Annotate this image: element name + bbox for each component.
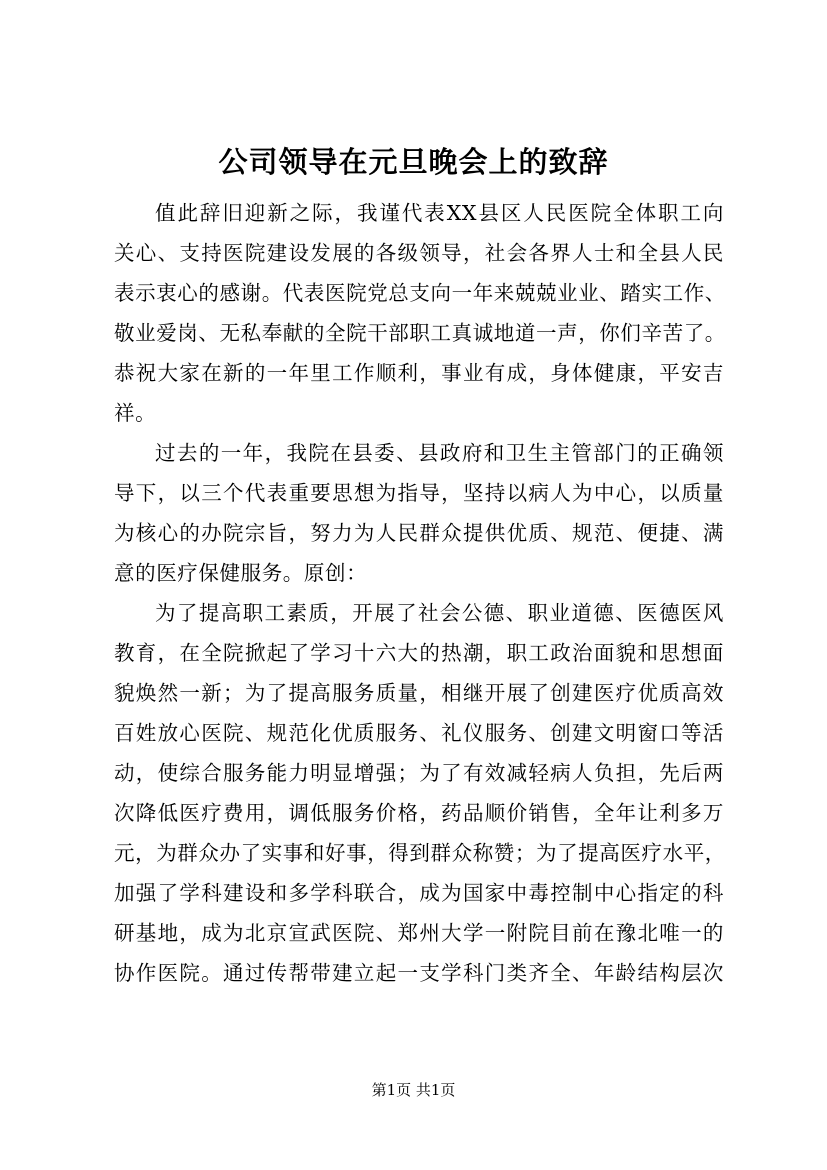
paragraph (114, 193, 724, 433)
text-line: 加强了学科建设和多学科联合，成为国家中毒控制中心指定的科 (114, 881, 724, 905)
text-line: 貌焕然一新；为了提高服务质量，相继开展了创建医疗优质高效 (114, 681, 724, 705)
document-title: 公司领导在元旦晚会上的致辞 (218, 145, 609, 179)
text-line: 值此辞旧迎新之际，我谨代表XX县区人民医院全体职工向 (155, 201, 724, 225)
text-line: 导下，以三个代表重要思想为指导，坚持以病人为中心，以质量 (114, 481, 724, 505)
text-line: 过去的一年，我院在县委、县政府和卫生主管部门的正确领 (155, 441, 724, 465)
text-line: 意的医疗保健服务。原创： (114, 561, 368, 585)
paragraph (114, 593, 724, 993)
text-line: 关心、支持医院建设发展的各级领导，社会各界人士和全县人民 (114, 241, 724, 265)
text-line: 祥。 (114, 401, 157, 425)
paragraph (114, 433, 724, 593)
text-line: 敬业爱岗、无私奉献的全院干部职工真诚地道一声，你们辛苦了。 (114, 321, 726, 345)
page-number-footer: 第1页 共1页 (371, 1081, 456, 1099)
text-line: 动，使综合服务能力明显增强；为了有效减轻病人负担，先后两 (114, 761, 724, 785)
text-line: 教育，在全院掀起了学习十六大的热潮，职工政治面貌和思想面 (114, 641, 724, 665)
text-line: 表示衷心的感谢。代表医院党总支向一年来兢兢业业、踏实工作、 (114, 281, 726, 305)
document-body (114, 193, 724, 993)
text-line: 为核心的办院宗旨，努力为人民群众提供优质、规范、便捷、满 (114, 521, 724, 545)
text-line: 百姓放心医院、规范化优质服务、礼仪服务、创建文明窗口等活 (114, 721, 724, 745)
text-line: 协作医院。通过传帮带建立起一支学科门类齐全、年龄结构层次 (114, 961, 724, 985)
text-line: 研基地，成为北京宣武医院、郑州大学一附院目前在豫北唯一的 (114, 921, 724, 945)
text-line: 次降低医疗费用，调低服务价格，药品顺价销售，全年让利多万 (114, 801, 724, 825)
text-line: 为了提高职工素质，开展了社会公德、职业道德、医德医风 (155, 601, 724, 625)
text-line: 元，为群众办了实事和好事，得到群众称赞；为了提高医疗水平， (114, 841, 726, 865)
text-line: 恭祝大家在新的一年里工作顺利，事业有成，身体健康，平安吉 (114, 361, 724, 385)
